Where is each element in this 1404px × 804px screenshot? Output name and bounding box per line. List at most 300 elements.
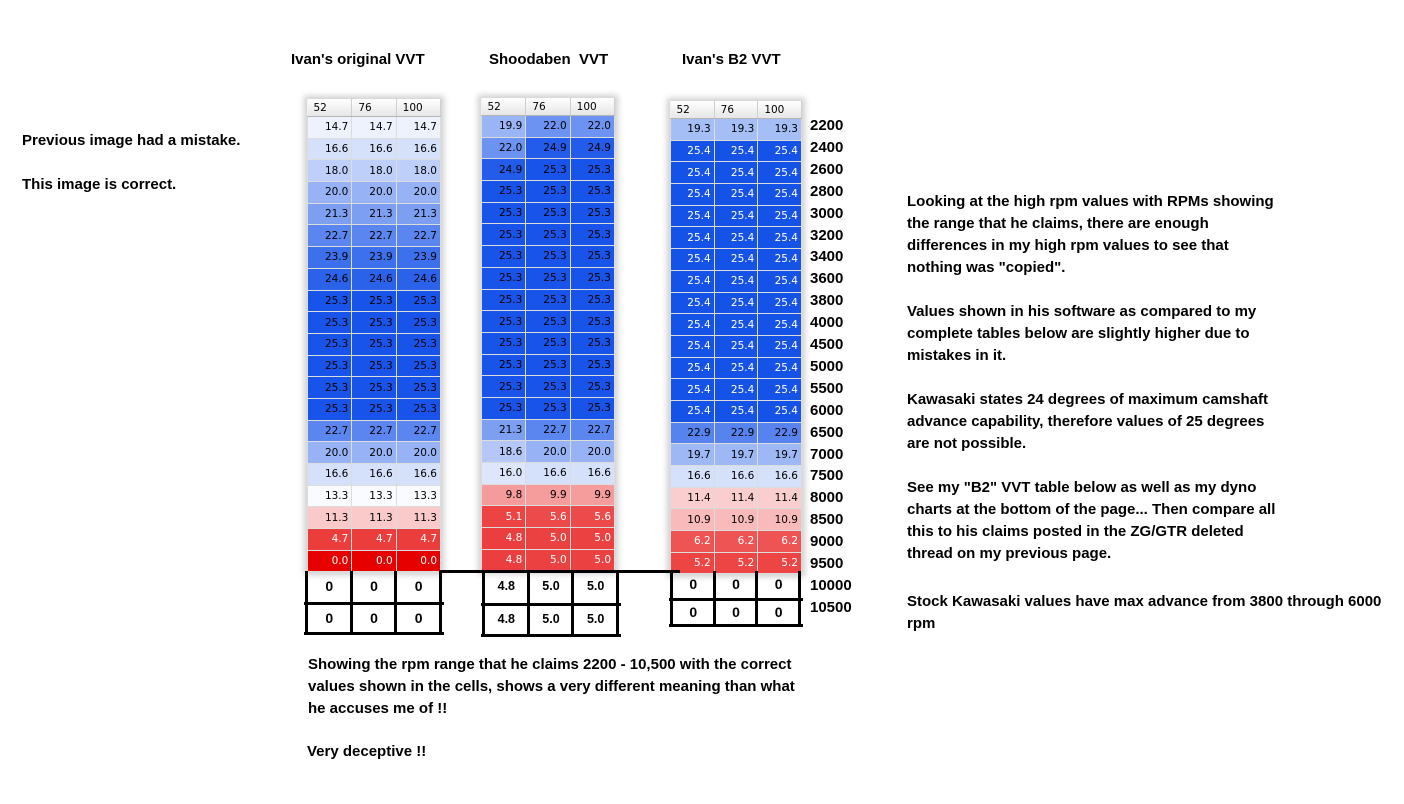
vvt-cell: 25.4 [671,335,715,357]
vvt-cell: 25.4 [758,379,802,401]
vvt-cell: 25.3 [570,181,614,203]
load-header: 52 [308,99,352,117]
vvt-cell: 25.3 [396,333,440,355]
vvt-cell: 22.9 [714,422,758,444]
vvt-cell: 25.4 [714,357,758,379]
vvt-cell: 11.3 [352,507,396,529]
vvt-cell: 25.3 [482,354,526,376]
extra-cell: 0 [732,604,740,620]
vvt-cell: 16.0 [482,463,526,485]
vvt-cell: 16.6 [308,464,352,486]
extra-cell: 0 [689,576,698,592]
table-row [482,463,615,485]
vvt-cell: 11.3 [396,507,440,529]
vvt-cell: 22.9 [758,422,802,444]
vvt-cell: 21.3 [482,419,526,441]
table-row [482,246,615,268]
table-row [482,159,615,181]
rpm-label: 10000 [810,576,852,594]
rpm-label: 3400 [810,248,844,266]
vvt-cell: 9.8 [482,484,526,506]
table-row [671,292,802,314]
vvt-cell: 25.3 [396,377,440,399]
vvt-cell: 4.8 [482,528,526,550]
vvt-cell: 25.3 [570,289,614,311]
vvt-cell: 19.7 [714,444,758,466]
table-row [308,550,441,572]
vvt-cell: 18.0 [352,160,396,182]
vvt-cell: 5.0 [570,528,614,550]
table-row [308,290,441,312]
extra-cell: 5.0 [542,578,560,593]
vvt-cell: 14.7 [308,117,352,139]
vvt-cell: 25.3 [482,267,526,289]
grid-b2 [670,101,802,574]
rpm-label: 3200 [810,226,844,244]
vvt-cell: 18.0 [396,160,440,182]
vvt-cell: 25.4 [758,292,802,314]
right-note-kawasaki-max: Kawasaki states 24 degrees of maximum camshaft advance capability, therefore values of 25 degrees are not possible. [907,391,1269,452]
rpm-label: 5500 [810,379,844,397]
vvt-cell: 25.3 [396,398,440,420]
load-header: 52 [671,101,715,119]
vvt-cell: 25.3 [570,246,614,268]
vvt-cell: 25.3 [308,398,352,420]
table-row [482,181,615,203]
table-row [482,441,615,463]
vvt-cell: 25.4 [671,270,715,292]
table-row [308,160,441,182]
vvt-cell: 25.4 [758,314,802,336]
vvt-cell: 25.3 [352,398,396,420]
rpm-label: 7500 [810,467,844,485]
table-row [482,376,615,398]
table-row [482,506,615,528]
vvt-cell: 25.3 [570,354,614,376]
extra-cell: 0 [689,604,698,620]
table-row [482,549,615,571]
vvt-cell: 5.0 [526,549,570,571]
vvt-cell: 25.4 [758,205,802,227]
grid-original [307,99,441,572]
vvt-cell: 25.4 [714,184,758,206]
vvt-cell: 25.3 [396,290,440,312]
vvt-cell: 25.3 [352,312,396,334]
vvt-cell: 25.4 [758,184,802,206]
vvt-cell: 19.7 [758,444,802,466]
rpm-label: 4000 [810,314,844,332]
vvt-cell: 25.4 [758,357,802,379]
table-row [482,289,615,311]
table-row [308,355,441,377]
table-row [671,422,802,444]
rpm-label: 3600 [810,270,844,288]
vvt-cell: 6.2 [671,531,715,553]
table-title-shoodaben: Shoodaben VVT [489,51,609,68]
vvt-cell: 25.3 [526,224,570,246]
vvt-cell: 0.0 [396,550,440,572]
right-note-software-values: Values shown in his software as compared to my complete tables below are slightly higher due to mistakes in it. [907,303,1257,364]
table-row [482,137,615,159]
vvt-cell: 14.7 [396,117,440,139]
vvt-cell: 5.1 [482,506,526,528]
table-row [308,398,441,420]
vvt-cell: 14.7 [352,117,396,139]
vvt-cell: 16.6 [671,466,715,488]
vvt-cell: 25.4 [714,379,758,401]
load-header: 76 [352,99,396,117]
vvt-table [481,98,615,571]
rpm-label: 5000 [810,357,844,375]
rpm-label: 6000 [810,401,844,419]
vvt-cell: 25.3 [570,267,614,289]
table-row [308,529,441,551]
rpm-label: 8000 [810,489,844,507]
table-row [308,420,441,442]
table-row [671,509,802,531]
extra-cell: 0 [774,576,783,592]
extra-rows-original [304,571,444,635]
vvt-cell: 9.9 [570,484,614,506]
vvt-cell: 25.4 [671,314,715,336]
table-row [671,119,802,141]
right-note-b2-table: See my "B2" VVT table below as well as my dyno charts at the bottom of the page... Then compare all this to his claims posted in the ZG/GTR deleted thread on my previous page. [907,479,1276,562]
vvt-cell: 25.4 [714,205,758,227]
vvt-cell: 25.3 [352,377,396,399]
drawn-line [527,571,530,637]
vvt-cell: 5.6 [526,506,570,528]
vvt-cell: 25.4 [671,249,715,271]
vvt-cell: 20.0 [352,442,396,464]
vvt-cell: 22.7 [308,420,352,442]
extra-cell: 4.8 [497,611,516,626]
drawn-line [669,598,803,601]
vvt-cell: 24.9 [482,159,526,181]
vvt-cell: 25.3 [526,246,570,268]
vvt-cell: 25.3 [482,397,526,419]
table-row [482,397,615,419]
table-row [482,202,615,224]
vvt-cell: 16.6 [714,466,758,488]
vvt-cell: 11.3 [308,507,352,529]
extra-cell: 0 [414,610,423,626]
vvt-cell: 13.3 [308,485,352,507]
vvt-cell: 25.4 [714,140,758,162]
table-row [308,225,441,247]
table-row [308,507,441,529]
table-row [308,464,441,486]
vvt-cell: 25.4 [758,162,802,184]
table-row [482,224,615,246]
table-row [671,357,802,379]
table-row [671,249,802,271]
load-header: 76 [526,98,570,116]
vvt-cell: 16.6 [308,138,352,160]
rpm-label: 10500 [810,598,852,616]
vvt-cell: 19.3 [671,119,715,141]
vvt-cell: 25.3 [482,246,526,268]
vvt-cell: 22.0 [526,116,570,138]
table-row [671,205,802,227]
table-row [671,400,802,422]
vvt-cell: 16.6 [570,463,614,485]
right-note-high-rpm: Looking at the high rpm values with RPMs showing the range that he claims, there are enough differences in my high rpm values to see that nothing was "copied". [907,193,1274,276]
vvt-cell: 5.6 [570,506,614,528]
vvt-cell: 6.2 [714,531,758,553]
vvt-cell: 25.4 [758,227,802,249]
vvt-cell: 22.7 [352,225,396,247]
connector-line [440,570,680,573]
vvt-cell: 16.6 [526,463,570,485]
vvt-cell: 0.0 [352,550,396,572]
grid-shoodaben [481,98,615,571]
extra-cell: 0 [325,610,334,626]
load-header: 76 [714,101,758,119]
vvt-cell: 19.3 [758,119,802,141]
drawn-line [482,571,485,637]
vvt-cell: 24.6 [396,268,440,290]
vvt-cell: 22.7 [308,225,352,247]
extra-cell: 0 [732,576,740,592]
vvt-cell: 16.6 [396,464,440,486]
extra-cell: 5.0 [586,611,605,626]
vvt-cell: 25.3 [526,181,570,203]
bottom-note: Showing the rpm range that he claims 2200 - 10,500 with the correct values shown in the cells, shows a very different meaning than what he accuses me of !! [308,656,795,717]
vvt-cell: 21.3 [308,203,352,225]
vvt-cell: 13.3 [396,485,440,507]
extra-cell: 0 [370,578,378,594]
vvt-cell: 22.7 [396,420,440,442]
rpm-label: 3000 [810,204,844,222]
vvt-cell: 25.3 [570,202,614,224]
load-header: 100 [570,98,614,116]
vvt-cell: 23.9 [396,247,440,269]
drawn-line [616,571,619,637]
extra-cell: 0 [774,604,783,620]
drawn-line [481,634,621,637]
vvt-cell: 20.0 [570,441,614,463]
vvt-cell: 25.3 [352,355,396,377]
vvt-cell: 25.3 [482,202,526,224]
vvt-cell: 25.4 [758,400,802,422]
rpm-label: 2200 [810,117,844,134]
vvt-cell: 25.3 [482,332,526,354]
vvt-cell: 25.4 [671,227,715,249]
vvt-cell: 25.3 [570,397,614,419]
vvt-cell: 25.4 [758,140,802,162]
table-row [671,184,802,206]
table-row [308,268,441,290]
vvt-cell: 25.3 [526,332,570,354]
vvt-cell: 25.3 [570,224,614,246]
vvt-cell: 22.7 [526,419,570,441]
vvt-cell: 25.4 [671,205,715,227]
vvt-cell: 25.3 [570,332,614,354]
vvt-cell: 21.3 [396,203,440,225]
vvt-cell: 11.4 [758,487,802,509]
vvt-cell: 25.4 [714,270,758,292]
vvt-cell: 5.2 [714,552,758,574]
vvt-cell: 25.3 [482,181,526,203]
vvt-cell: 25.3 [526,397,570,419]
vvt-cell: 22.0 [482,137,526,159]
vvt-cell: 25.3 [308,333,352,355]
rpm-label: 2800 [810,182,844,200]
vvt-cell: 25.3 [308,377,352,399]
vvt-cell: 25.3 [526,289,570,311]
table-row [671,444,802,466]
vvt-cell: 25.4 [714,162,758,184]
vvt-cell: 22.7 [396,225,440,247]
vvt-cell: 25.4 [671,292,715,314]
rpm-label: 2600 [810,160,844,178]
table-row [308,333,441,355]
vvt-cell: 25.4 [714,292,758,314]
table-row [308,203,441,225]
rpm-label: 7000 [810,445,844,463]
table-row [308,117,441,139]
vvt-cell: 25.4 [714,335,758,357]
vvt-cell: 25.3 [308,312,352,334]
vvt-cell: 25.4 [714,249,758,271]
table-row [671,531,802,553]
drawn-line [304,632,444,635]
vvt-cell: 16.6 [352,138,396,160]
vvt-cell: 24.9 [570,137,614,159]
extra-rows-b2 [669,571,803,627]
vvt-cell: 20.0 [308,442,352,464]
vvt-cell: 22.0 [570,116,614,138]
table-row [671,270,802,292]
vvt-cell: 23.9 [352,247,396,269]
vvt-cell: 25.3 [570,311,614,333]
right-note-stock-values: Stock Kawasaki values have max advance from 3800 through 6000 rpm [907,593,1382,632]
table-row [482,116,615,138]
left-note-correct: This image is correct. [22,176,177,193]
table-row [308,442,441,464]
table-row [308,182,441,204]
vvt-cell: 25.3 [570,376,614,398]
vvt-cell: 25.3 [308,290,352,312]
table-row [482,332,615,354]
vvt-cell: 0.0 [308,550,352,572]
vvt-cell: 25.3 [352,290,396,312]
table-row [308,312,441,334]
table-row [308,377,441,399]
vvt-cell: 10.9 [671,509,715,531]
vvt-cell: 25.3 [396,312,440,334]
vvt-cell: 6.2 [758,531,802,553]
table-row [482,267,615,289]
vvt-cell: 23.9 [308,247,352,269]
vvt-cell: 4.8 [482,549,526,571]
vvt-cell: 25.3 [482,311,526,333]
vvt-cell: 19.9 [482,116,526,138]
extra-cell: 4.8 [497,578,516,593]
vvt-cell: 25.3 [526,311,570,333]
rpm-label: 6500 [810,423,844,441]
extra-cell: 0 [325,578,334,594]
vvt-cell: 5.0 [570,549,614,571]
vvt-cell: 16.6 [352,464,396,486]
vvt-cell: 24.9 [526,137,570,159]
extra-cell: 0 [414,578,423,594]
vvt-cell: 24.6 [352,268,396,290]
vvt-cell: 22.9 [671,422,715,444]
vvt-cell: 25.4 [671,357,715,379]
vvt-cell: 25.4 [758,270,802,292]
vvt-cell: 25.4 [671,162,715,184]
rpm-label: 3800 [810,292,844,310]
left-note-mistake: Previous image had a mistake. [22,132,241,149]
vvt-cell: 10.9 [758,509,802,531]
extra-cell: 5.0 [586,578,605,593]
drawn-line [304,602,444,605]
vvt-cell: 25.4 [714,227,758,249]
table-row [482,484,615,506]
table-row [671,466,802,488]
table-row [671,314,802,336]
vvt-cell: 25.3 [482,376,526,398]
vvt-cell: 5.2 [671,552,715,574]
vvt-cell: 25.3 [526,267,570,289]
vvt-cell: 25.3 [526,159,570,181]
vvt-cell: 4.7 [396,529,440,551]
table-title-b2: Ivan's B2 VVT [682,51,781,68]
vvt-cell: 18.6 [482,441,526,463]
vvt-cell: 25.3 [482,224,526,246]
vvt-cell: 5.0 [526,528,570,550]
rpm-label: 9000 [810,533,844,551]
vvt-cell: 4.7 [352,529,396,551]
rpm-label: 8500 [810,511,844,529]
rpm-label: 4500 [810,336,844,353]
vvt-cell: 19.3 [714,119,758,141]
vvt-cell: 25.3 [396,355,440,377]
drawn-line [305,571,308,635]
table-row [482,311,615,333]
vvt-cell: 13.3 [352,485,396,507]
vvt-cell: 25.4 [758,249,802,271]
load-header: 100 [758,101,802,119]
table-row [671,227,802,249]
table-row [671,487,802,509]
rpm-label: 9500 [810,555,844,572]
vvt-table [307,99,441,572]
vvt-cell: 16.6 [396,138,440,160]
table-row [482,528,615,550]
load-header: 100 [396,99,440,117]
vvt-cell: 11.4 [714,487,758,509]
table-row [482,419,615,441]
table-title-original: Ivan's original VVT [291,51,425,68]
vvt-cell: 22.7 [570,419,614,441]
vvt-cell: 20.0 [352,182,396,204]
drawn-line [394,571,397,635]
vvt-cell: 25.4 [671,379,715,401]
drawn-line [481,603,621,606]
vvt-cell: 25.3 [482,289,526,311]
bottom-note-closing: Very deceptive !! [307,743,427,760]
vvt-cell: 22.7 [352,420,396,442]
drawn-line [439,571,442,635]
vvt-cell: 25.3 [526,354,570,376]
extra-cell: 0 [370,610,378,626]
vvt-cell: 11.4 [671,487,715,509]
vvt-cell: 21.3 [352,203,396,225]
vvt-table [670,101,802,574]
table-row [671,379,802,401]
